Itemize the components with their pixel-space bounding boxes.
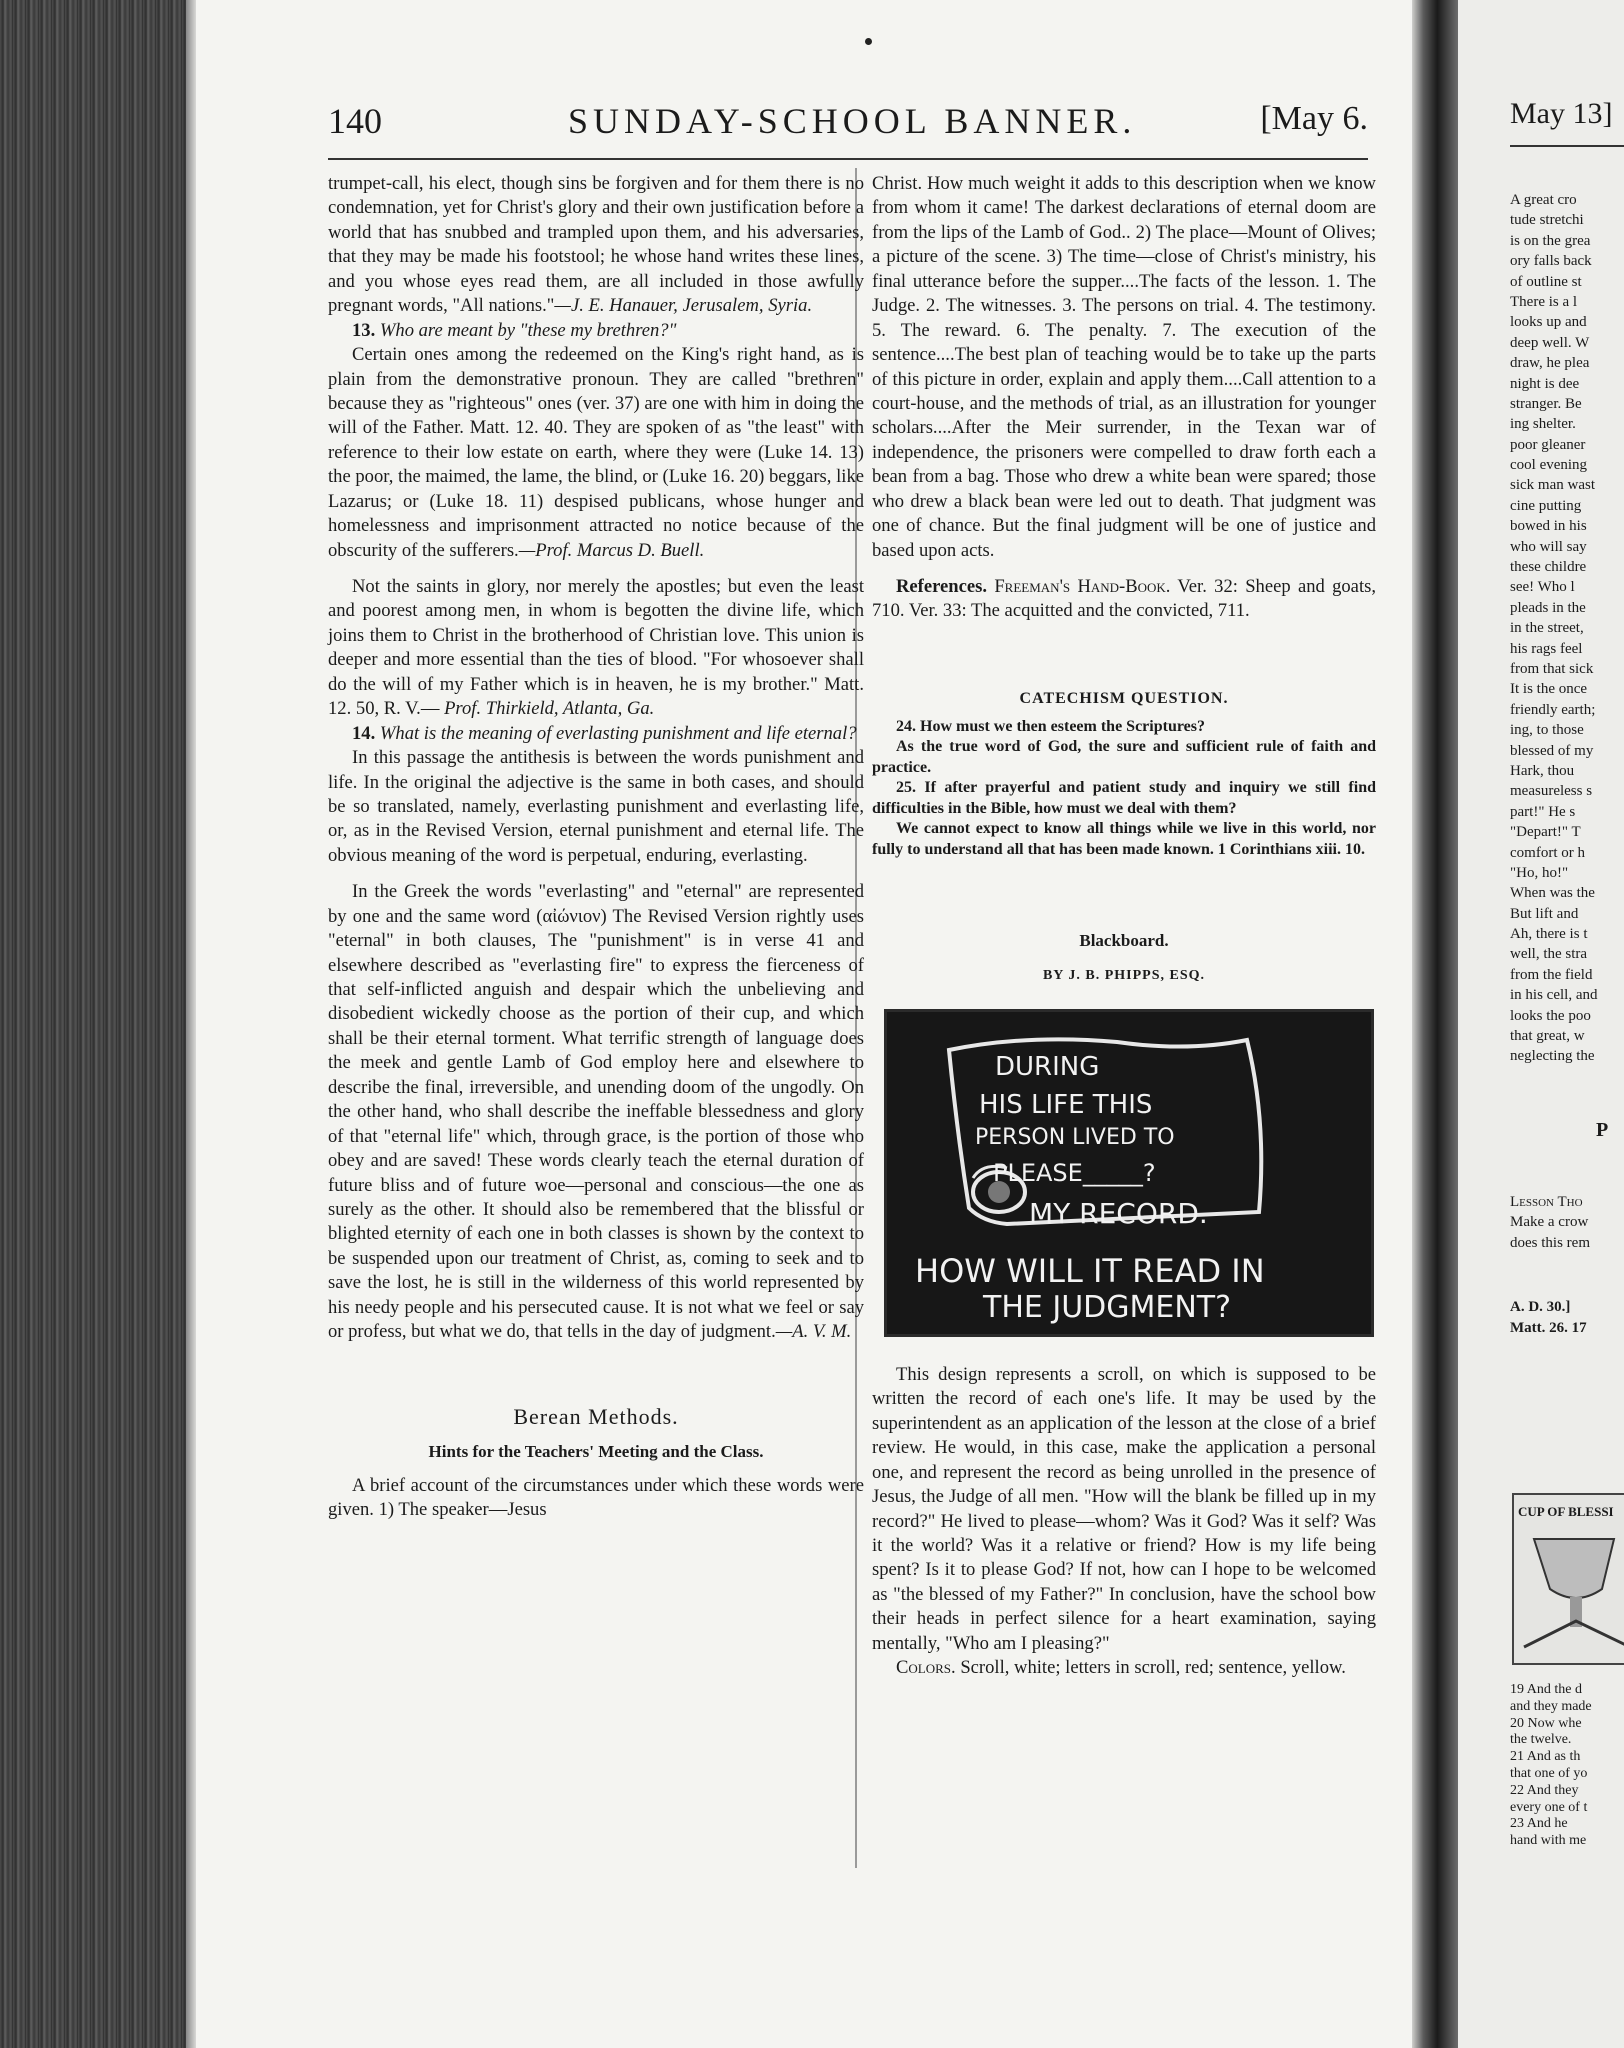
text-line: cool evening [1510, 457, 1588, 474]
references-book: Freeman's Hand-Book. [994, 576, 1171, 597]
text-line: tude stretchi [1510, 212, 1584, 229]
text-line: part!" He s [1510, 803, 1576, 820]
text-line: from that sick [1510, 660, 1594, 677]
catechism-q24: 24. How must we then esteem the Scriptures? [896, 717, 1205, 735]
blackboard-byline: BY J. B. PHIPPS, ESQ. [1042, 967, 1206, 983]
book-gutter [1412, 0, 1458, 2048]
text-line: is on the grea [1510, 232, 1591, 249]
year-label: A. D. 30.] [1510, 1299, 1571, 1316]
berean-methods-heading: Berean Methods. [513, 1403, 679, 1429]
text-line: cine putting [1510, 497, 1582, 514]
publication-title: SUNDAY-SCHOOL BANNER. [568, 101, 1137, 141]
text-line: ory falls back [1510, 253, 1592, 270]
text-line: deep well. W [1510, 334, 1590, 351]
answer-13a-signature: —Prof. Marcus D. Buell. [518, 539, 705, 561]
berean-subheading: Hints for the Teachers' Meeting and the Class. [428, 1442, 764, 1462]
verse-line: and they made [1510, 1698, 1592, 1714]
question-14-text: What is the meaning of everlasting punishment and life eternal? [379, 722, 857, 744]
references [872, 575, 1376, 624]
page-edge [186, 0, 196, 2048]
verse-line: every one of t [1510, 1799, 1588, 1815]
answer-14-signature: —A. V. M. [775, 1321, 852, 1343]
berean-continuation: Christ. How much weight it adds to this description when we know from whom it came! The darkest declarations of eternal doom are from the lips of the Lamb of God.. 2) The place—Mount of Olives; a picture of the scene. 3) The time—close of Christ's ministry, his final utterance before the supper....The facts of the lesson. 1. The Judge. 2. The witnesses. 3. The persons on trial. 4. The testimony. 5. The reward. 6. The penalty. 7. The execution of the sentence....The best plan of teaching would be to take up the parts of this picture in order, explain and apply them....Call attention to a court-house, and the methods of trial, as an illustration for younger scholars....After the Meir surrender, in the Texan war of independence, the prisoners were compelled to draw forth each a bean from a bag. Those who drew a white bean were spared; those who drew a black bean were led out to death. That judgment was one of chance. But the final judgment will be one of justice and based upon acts. [872, 173, 1376, 561]
answer-14b [328, 880, 864, 1344]
text-line: who will say [1510, 538, 1587, 555]
text-line: that great, w [1510, 1028, 1585, 1045]
answer-14a: In this passage the antithesis is between the words punishment and life. In the original the adjective is the same in both cases, and should be so translated, namely, everlasting punishment and everlasting life, or, as in the Revised Version, eternal punishment and eternal life. The obvious meaning of the word is perpetual, enduring, everlasting. [328, 747, 864, 866]
verse-list [1510, 1682, 1624, 1850]
answer-13b [328, 575, 864, 722]
text-line: A great cro [1510, 192, 1577, 208]
text-line: Make a crow [1510, 1214, 1589, 1231]
blackboard-line-4: PLEASE_____? [993, 1158, 1156, 1187]
issue-date: [May 6. [1260, 100, 1368, 137]
text-line: There is a l [1510, 293, 1578, 310]
verse-line: 21 And as th [1510, 1749, 1581, 1765]
intro-signature: —J. E. Hanauer, Jerusalem, Syria. [554, 295, 813, 317]
text-line: pleads in the [1510, 599, 1586, 616]
right-page-rule [1510, 145, 1624, 147]
blackboard-line-6: HOW WILL IT READ IN [915, 1251, 1265, 1290]
references-text: Ver. 32: Sheep and goats, 710. Ver. 33: The acquitted and the convicted, 711. [872, 576, 1376, 622]
cup-icon [1514, 1529, 1624, 1649]
references-label: References. [896, 576, 988, 597]
right-page-fragment [1458, 0, 1624, 2048]
colors-note [872, 1656, 1376, 1680]
lesson-label: Lesson Tho [1510, 1193, 1583, 1210]
text-line: bowed in his [1510, 518, 1587, 535]
blackboard-line-2: HIS LIFE THIS [979, 1089, 1153, 1120]
answer-13b-signature: Prof. Thirkield, Atlanta, Ga. [444, 698, 655, 720]
text-line: from the field [1510, 966, 1593, 983]
header-rule [328, 158, 1368, 160]
blackboard-illustration [884, 1009, 1374, 1337]
text-line: Hark, thou [1510, 762, 1575, 779]
berean-paragraph: A brief account of the circumstances under which these words were given. 1) The speaker—Jesus [328, 1474, 864, 1521]
intro-paragraph [328, 172, 864, 319]
text-line: draw, he plea [1510, 355, 1590, 372]
cup-of-blessing-image [1512, 1493, 1624, 1665]
catechism-a24: As the true word of God, the sure and sufficient rule of faith and practice. [872, 738, 1376, 776]
right-column [872, 172, 1376, 1681]
question-13-text: Who are meant by "these my brethren?" [379, 319, 677, 341]
text-line: in the street, [1510, 620, 1584, 637]
text-line: It is the once [1510, 681, 1588, 698]
text-line: "Ho, ho!" [1510, 864, 1569, 881]
verse-line: 23 And he [1510, 1816, 1568, 1832]
colors-text: Scroll, white; letters in scroll, red; sentence, yellow. [960, 1657, 1346, 1679]
verse-line: 22 And they [1510, 1782, 1579, 1798]
text-line: measureless s [1510, 783, 1593, 800]
question-13 [328, 319, 864, 343]
text-line: does this rem [1510, 1234, 1590, 1251]
blackboard-line-1: DURING [995, 1051, 1100, 1082]
cup-caption: CUP OF BLESSI [1518, 1504, 1614, 1519]
catechism-heading: CATECHISM QUESTION. [1019, 689, 1229, 707]
right-page-text [1510, 190, 1624, 1338]
right-section-letter: P [1596, 1118, 1609, 1141]
text-line: well, the stra [1510, 946, 1588, 963]
scripture-reference: Matt. 26. 17 [1510, 1319, 1587, 1336]
question-14 [328, 722, 864, 746]
text-line: neglecting the [1510, 1048, 1595, 1065]
blackboard-line-7: THE JUDGMENT? [983, 1289, 1232, 1325]
verse-line: 19 And the d [1510, 1682, 1582, 1697]
answer-13a-text: Certain ones among the redeemed on the King's right hand, as is plain from the demonstrative pronoun. They are called "brethren" because they as "righteous" ones (ver. 37) are one with him in doing the will of the Father. Matt. 12. 40. They are spoken of as "the least" with reference to their low estate on earth, where they were (Luke 14. 13) the poor, the maimed, the lame, the blind, or (Luke 16. 20) beggars, like Lazarus; or (Luke 18. 11) despised publicans, whose hunger and homelessness and imprisonment attracted no notice because of the obscurity of the sufferers. [328, 344, 864, 561]
colors-label: Colors. [896, 1657, 956, 1679]
text-line: sick man wast [1510, 477, 1595, 494]
running-header [328, 100, 1368, 156]
book-spine [0, 0, 186, 2048]
text-line: friendly earth; [1510, 701, 1596, 718]
text-line: blessed of my [1510, 742, 1594, 759]
text-line: When was the [1510, 885, 1595, 902]
text-line: these childre [1510, 559, 1587, 576]
page-number: 140 [328, 101, 382, 141]
text-line: in his cell, and [1510, 987, 1598, 1004]
ink-dot [865, 38, 872, 45]
text-line: poor gleaner [1510, 436, 1586, 453]
question-14-number: 14. [352, 722, 376, 744]
verse-line: the twelve. [1510, 1732, 1572, 1748]
right-page-header: May 13] [1510, 97, 1613, 130]
design-paragraph: This design represents a scroll, on which is supposed to be written the record of each one's life. It may be used by the superintendent as an application of the lesson at the close of a brief review. He would, in this case, make the application a personal one, and represent the record as being unrolled in the presence of Jesus, the Judge of all men. "How will the blank be filled up in my record?" He lived to please—whom? Was it God? Was it self? Was it the world? Was it a relative or friend? How is my life being spent? Is it to please God? If not, how can I hope to be welcomed as "the blessed of my Father?" In conclusion, have the school bow their heads in perfect silence for a heart examination, saying mentally, "Who am I pleasing?" [872, 1363, 1376, 1654]
text-line: "Depart!" T [1510, 824, 1581, 841]
text-line: But lift and [1510, 905, 1579, 922]
text-line: looks the poo [1510, 1007, 1591, 1024]
text-line: ing, to those [1510, 722, 1584, 739]
intro-text: trumpet-call, his elect, though sins be forgiven and for them there is no condemnation, yet for Christ's glory and their own justification before a world that has snubbed and trampled upon them, and his adversaries, that they may be made his footstool; he whose hand writes these lines, and you whose eyes read them, are all included in those awfully pregnant words, "All nations." [328, 173, 864, 317]
text-line: ing shelter. [1510, 416, 1576, 433]
catechism-a25: We cannot expect to know all things while we live in this world, nor fully to understand all that has been made known. 1 Corinthians xiii. 10. [872, 820, 1376, 858]
text-line: see! Who l [1510, 579, 1575, 596]
left-column [328, 172, 864, 1523]
blackboard-line-5: MY RECORD. [1029, 1196, 1208, 1230]
text-line: of outline st [1510, 273, 1582, 290]
verse-line: that one of yo [1510, 1765, 1588, 1781]
text-line: stranger. Be [1510, 395, 1582, 412]
text-line: comfort or h [1510, 844, 1585, 861]
catechism-block [872, 717, 1376, 860]
text-line: night is dee [1510, 375, 1580, 392]
text-line: his rags feel [1510, 640, 1583, 657]
text-line: Ah, there is t [1510, 926, 1588, 943]
verse-line: hand with me [1510, 1833, 1587, 1849]
catechism-q25: 25. If after prayerful and patient study and inquiry we still find difficulties in the Bible, how must we deal with them? [872, 779, 1376, 817]
text-line: looks up and [1510, 314, 1587, 331]
answer-13b-text: Not the saints in glory, nor merely the apostles; but even the least and poorest among men, in whom is begotten the divine life, which joins them to Christ in the brotherhood of Christian love. This union is deeper and more essential than the ties of blood. "For whosoever shall do the will of my Father which is in heaven, he is my brother." Matt. 12. 50, R. V.— [328, 576, 864, 720]
blackboard-heading: Blackboard. [1079, 931, 1169, 951]
blackboard-line-3: PERSON LIVED TO [975, 1124, 1175, 1150]
question-13-number: 13. [352, 319, 376, 341]
answer-13a [328, 343, 864, 563]
answer-14b-text: In the Greek the words "everlasting" and "eternal" are represented by one and the same word (αἰώνιον) The Revised Version rightly uses "eternal" in both clauses, The "punishment" is in verse 41 and elsewhere described as "everlasting fire" to express the fierceness of that self-inflicted anguish and despair which the unbelieving and disobedient wickedly choose as the portion of their cup, and which shall be their eternal torment. What terrific strength of language does the meek and gentle Lamb of God employ here and elsewhere to describe the final, irreversible, and unending doom of the ungodly. On the other hand, who shall describe the ineffable blessedness and glory of that "eternal life" which, through grace, is the portion of those who obey and are saved! These words clearly teach the eternal duration of future bliss and of future woe—personal and conscious—the one as surely as the other. It should also be remembered that the blissful or blighted eternity of each one in both classes is shown by the context to be suspended upon our treatment of Christ, as, coming to seek and to save the lost, he is still in the wilderness of this world represented by his needy people and his persecuted cause. It is not what we feel or say or profess, but what we do, that tells in the day of judgment. [328, 881, 864, 1343]
verse-line: 20 Now whe [1510, 1715, 1582, 1731]
